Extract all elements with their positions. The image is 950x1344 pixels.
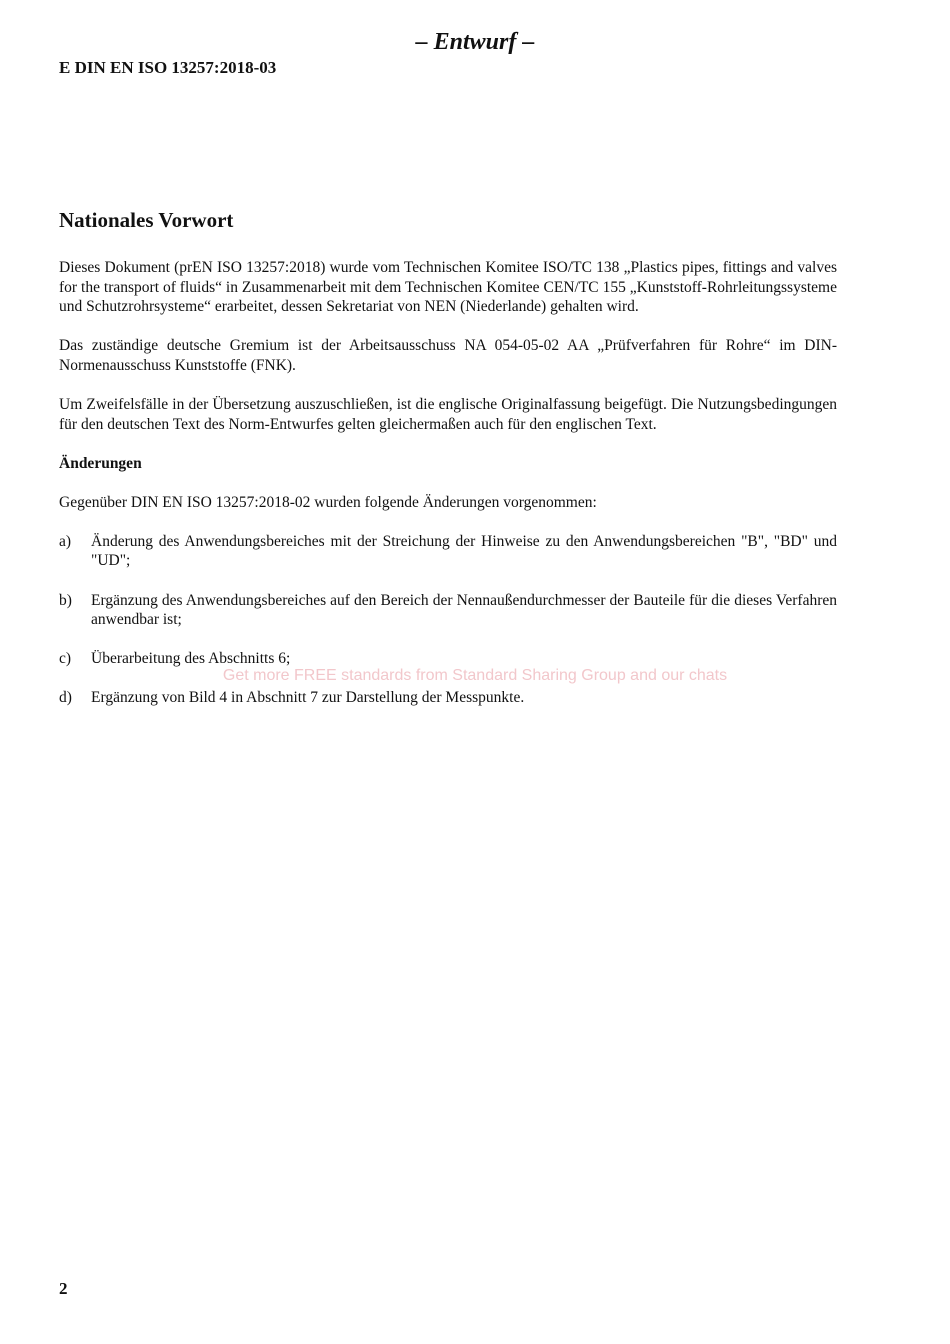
section-title: Nationales Vorwort (59, 208, 234, 232)
changes-intro: Gegenüber DIN EN ISO 13257:2018-02 wurden folgende Änderungen vorgenommen: (59, 493, 597, 511)
foreword-section (59, 206, 837, 727)
paragraph-german-body: Das zuständige deutsche Gremium ist der Arbeitsausschuss NA 054-05-02 AA „Prüfverfahren für Rohre“ im DIN-Normenausschuss Kunststoffe (FNK). (59, 337, 837, 374)
list-item-label: b) (59, 591, 72, 609)
draft-mark: – Entwurf – (415, 29, 535, 55)
list-item (59, 591, 837, 630)
list-item (59, 532, 837, 571)
list-item-text: Überarbeitung des Abschnitts 6; (91, 650, 291, 668)
list-item-text: Änderung des Anwendungsbereiches mit der Streichung der Hinweise zu den Anwendungsbereichen "B", "BD" und "UD"; (91, 532, 837, 570)
page-number: 2 (59, 1279, 68, 1298)
watermark-text: Get more FREE standards from Standard Sharing Group and our chats (222, 667, 728, 684)
list-item (59, 688, 837, 708)
paragraph-translation-note: Um Zweifelsfälle in der Übersetzung auszuschließen, ist die englische Originalfassung beigefügt. Die Nutzungsbedingungen für den deutschen Text des Norm-Entwurfes gelten gleichermaßen auch für den englischen Text. (59, 395, 837, 433)
list-item-text: Ergänzung des Anwendungsbereiches auf den Bereich der Nennaußendurchmesser der Bauteile für die dieses Verfahren anwendbar ist; (91, 591, 837, 629)
list-item-label: c) (59, 650, 72, 668)
list-item-text: Ergänzung von Bild 4 in Abschnitt 7 zur Darstellung der Messpunkte. (91, 689, 525, 707)
document-id: E DIN EN ISO 13257:2018-03 (59, 58, 277, 77)
list-item-label: d) (59, 689, 72, 707)
changes-heading: Änderungen (59, 454, 142, 472)
paragraph-committee: Dieses Dokument (prEN ISO 13257:2018) wurde vom Technischen Komitee ISO/TC 138 „Plastics pipes, fittings and valves for the transport of fluids“ in Zusammenarbeit mit dem Technischen Komitee CEN/TC 155 „Kunststoff-Rohrleitungssysteme und Schutzrohrsysteme“ erarbeitet, dessen Sekretariat von NEN (Niederlande) gehalten wird. (59, 259, 837, 316)
list-item-label: a) (59, 532, 72, 550)
